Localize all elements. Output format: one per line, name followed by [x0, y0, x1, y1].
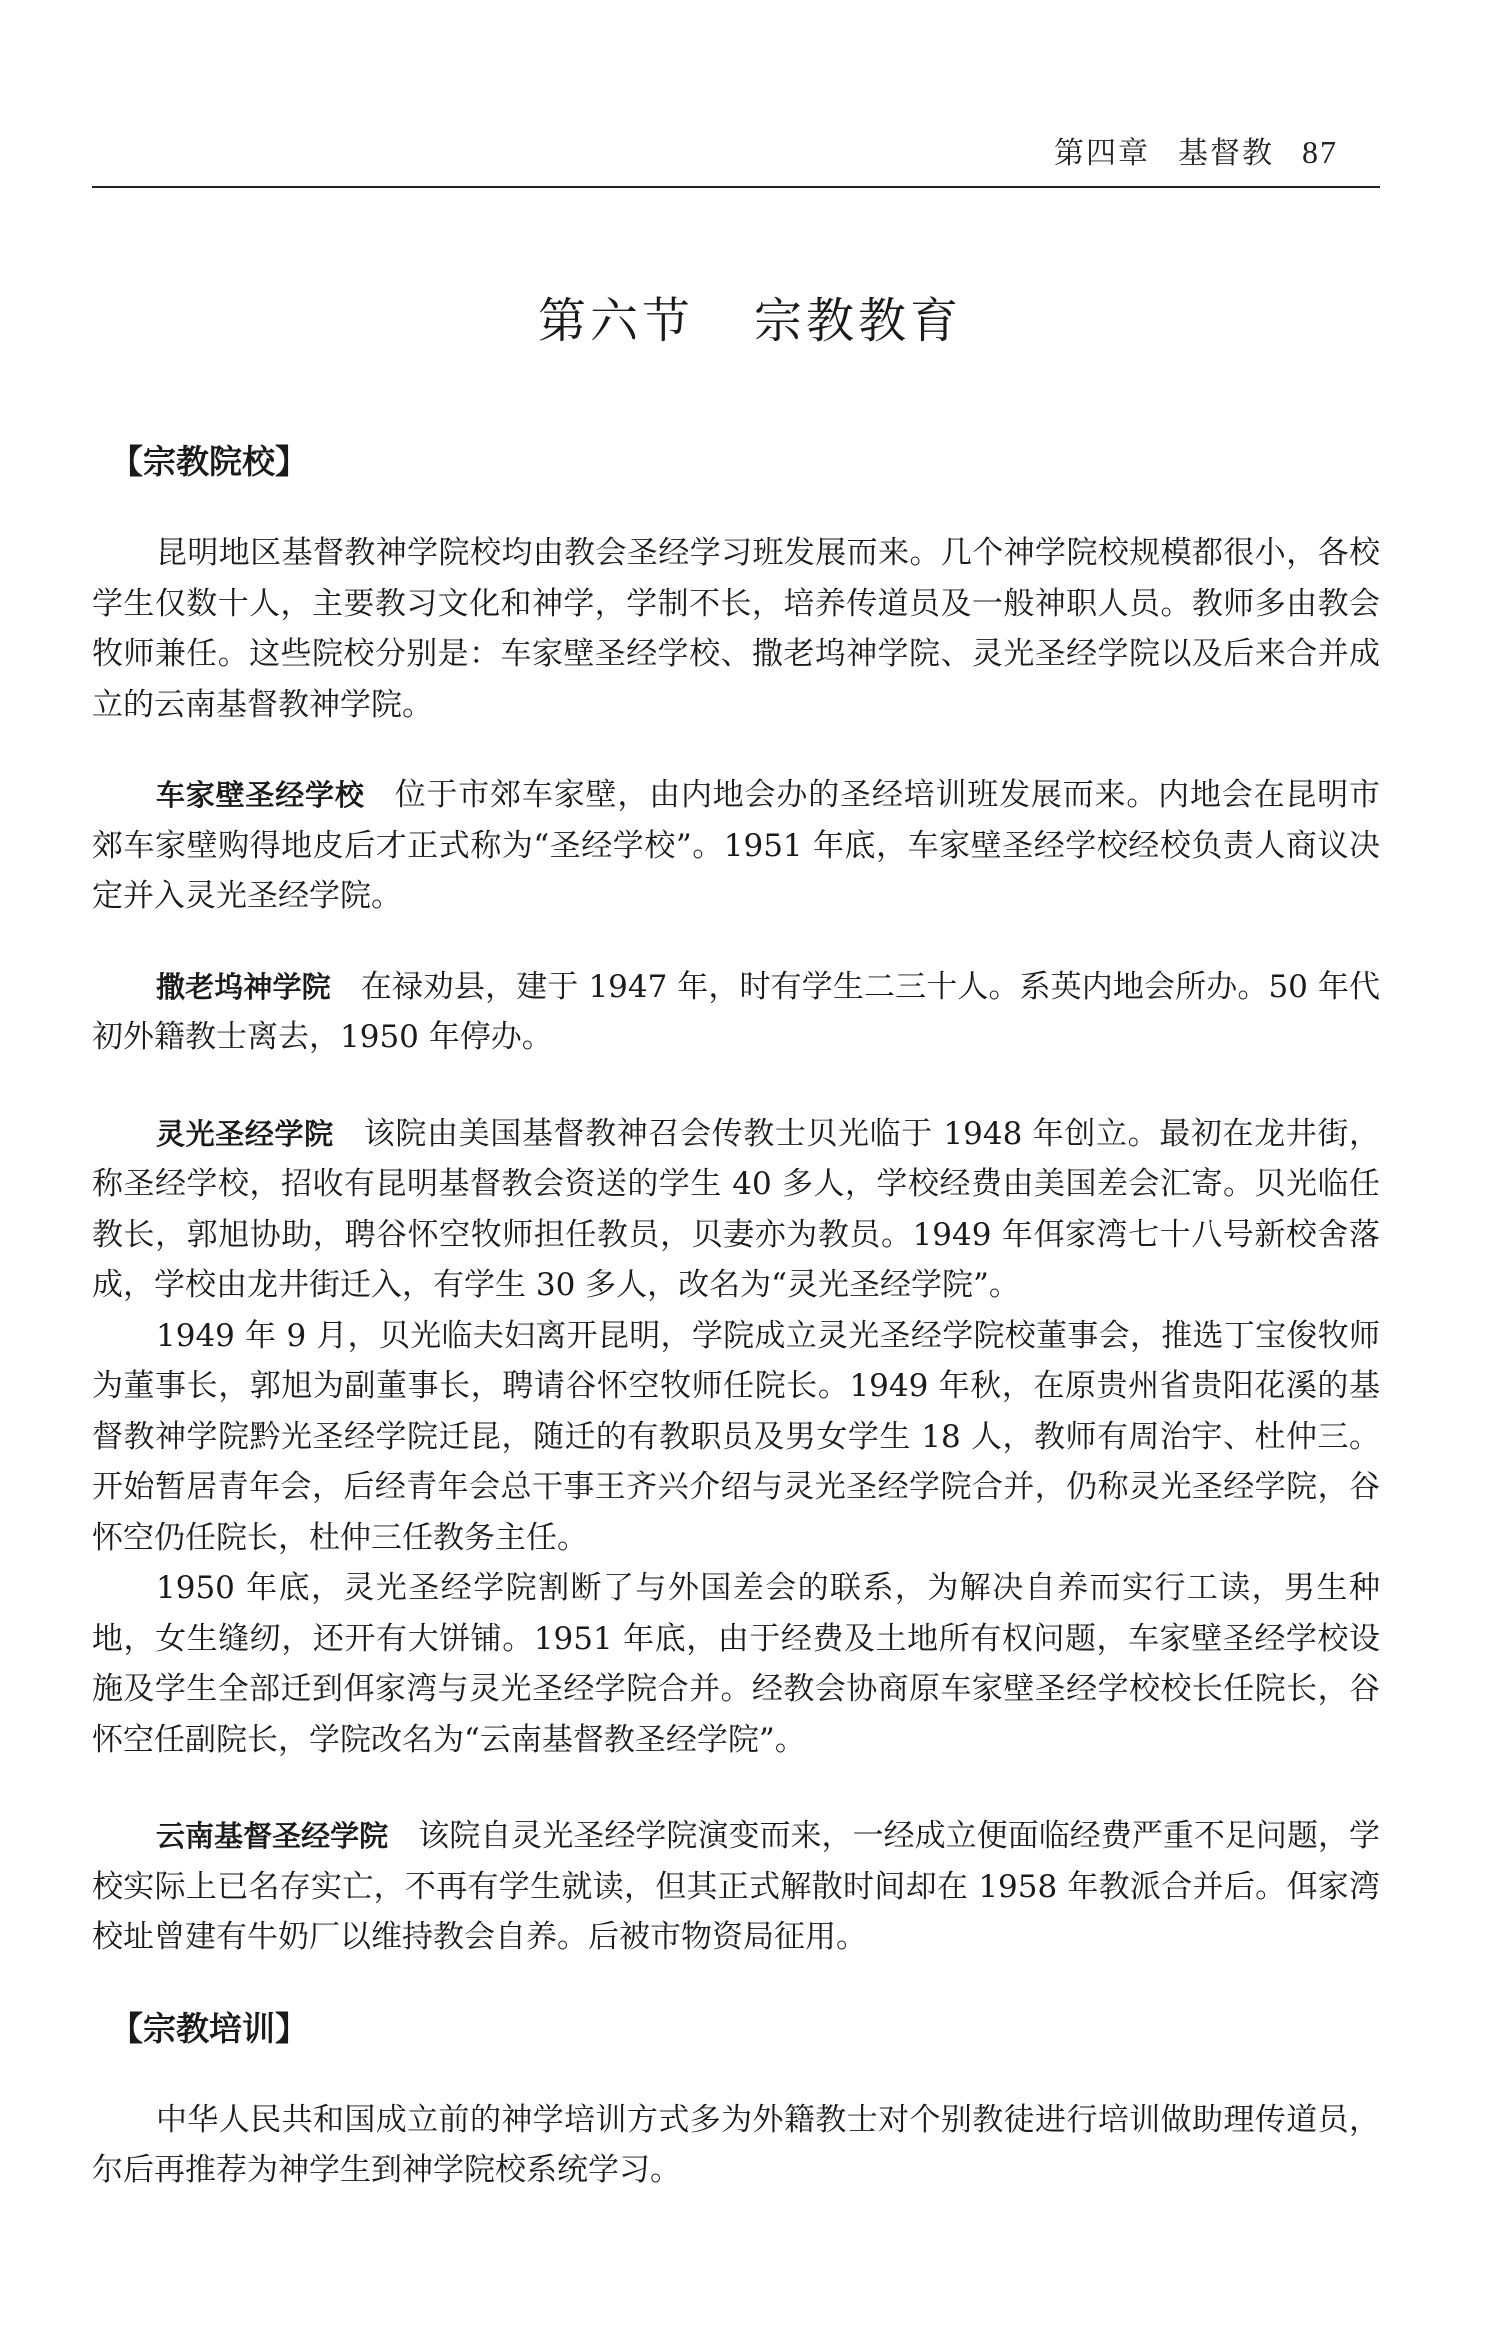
text-lingguang: 该院由美国基督教神召会传教士贝光临于 1948 年创立。最初在龙井街，称圣经学校，招收有昆明基督教会资送的学生 40 多人，学校经费由美国差会汇寄。贝光临任教长，郭旭协助，聘谷怀空牧师担任教员，贝妻亦为教员。1949 年佴家湾七十八号新校舍落成，学校由龙井街迁入，有学生 30 多人，改名为“灵光圣经学院”。 [92, 1115, 1380, 1303]
page-number: 87 [1302, 134, 1338, 170]
run-in-heading-yunnan: 云南基督圣经学院 [156, 1819, 389, 1853]
paragraph-yunnan-bible-college [92, 1811, 1380, 1963]
paragraph-salaowu [92, 962, 1380, 1063]
run-in-heading-lingguang: 灵光圣经学院 [156, 1116, 334, 1151]
heading-religious-training: 【宗教培训】 [110, 2008, 308, 2048]
section-number: 第六节 [537, 293, 694, 349]
section-name: 宗教教育 [754, 293, 963, 349]
paragraph-lingguang-1949: 1949 年 9 月，贝光临夫妇离开昆明，学院成立灵光圣经学院校董事会，推选丁宝俊牧师为董事长，郭旭为副董事长，聘请谷怀空牧师任院长。1949 年秋，在原贵州省贵阳花溪的基督教神学院黔光圣经学院迁昆，随迁的有教职员及男女学生 18 人，教师有周治宇、杜仲三。开始暂居青年会，后经青年会总干事王齐兴介绍与灵光圣经学院合并，仍称灵光圣经学院，谷怀空仍任院长，杜仲三任教务主任。 [92, 1317, 1380, 1556]
chapter-number: 第四章 [1054, 136, 1150, 171]
body-text [92, 432, 1380, 2196]
paragraph-lingguang-1950: 1950 年底，灵光圣经学院割断了与外国差会的联系，为解决自养而实行工读，男生种地，女生缝纫，还开有大饼铺。1951 年底，由于经费及土地所有权问题，车家壁圣经学校设施及学生全部迁到佴家湾与灵光圣经学院合并。经教会协商原车家壁圣经学校校长任院长，谷怀空任副院长，学院改名为“云南基督教圣经学院”。 [92, 1570, 1380, 1758]
text-yunnan: 该院自灵光圣经学院演变而来，一经成立便面临经费严重不足问题，学校实际上已名存实亡，不再有学生就读，但其正式解散时间却在 1958 年教派合并后。佴家湾校址曾建有牛奶厂以维持教会自养。后被市物资局征用。 [92, 1818, 1380, 1955]
header-rule [92, 186, 1380, 188]
running-head [1054, 128, 1338, 172]
text-salaowu: 在禄劝县，建于 1947 年，时有学生二三十人。系英内地会所办。50 年代初外籍教士离去，1950 年停办。 [92, 968, 1380, 1055]
run-in-heading-salaowu: 撒老坞神学院 [156, 969, 331, 1004]
heading-religious-schools: 【宗教院校】 [110, 442, 308, 481]
chapter-title: 基督教 [1178, 136, 1274, 171]
paragraph-schools-intro: 昆明地区基督教神学院校均由教会圣经学习班发展而来。几个神学院校规模都很小，各校学生仅数十人，主要教习文化和神学，学制不长，培养传道员及一般神职人员。教师多由教会牧师兼任。这些院校分别是：车家壁圣经学校、撒老坞神学院、灵光圣经学院以及后来合并成立的云南基督教神学院。 [92, 535, 1380, 723]
run-in-heading-chejiabi: 车家壁圣经学校 [156, 778, 365, 812]
section-title [0, 282, 1500, 351]
text-chejiabi: 位于市郊车家壁，由内地会办的圣经培训班发展而来。内地会在昆明市郊车家壁购得地皮后才正式称为“圣经学校”。1951 年底，车家壁圣经学校经校负责人商议决定并入灵光圣经学院。 [92, 777, 1380, 914]
paragraph-chejiabi [92, 770, 1380, 922]
paragraph-lingguang [92, 1109, 1380, 1311]
paragraph-training: 中华人民共和国成立前的神学培训方式多为外籍教士对个别教徒进行培训做助理传道员，尔后再推荐为神学生到神学院校系统学习。 [92, 2101, 1380, 2188]
